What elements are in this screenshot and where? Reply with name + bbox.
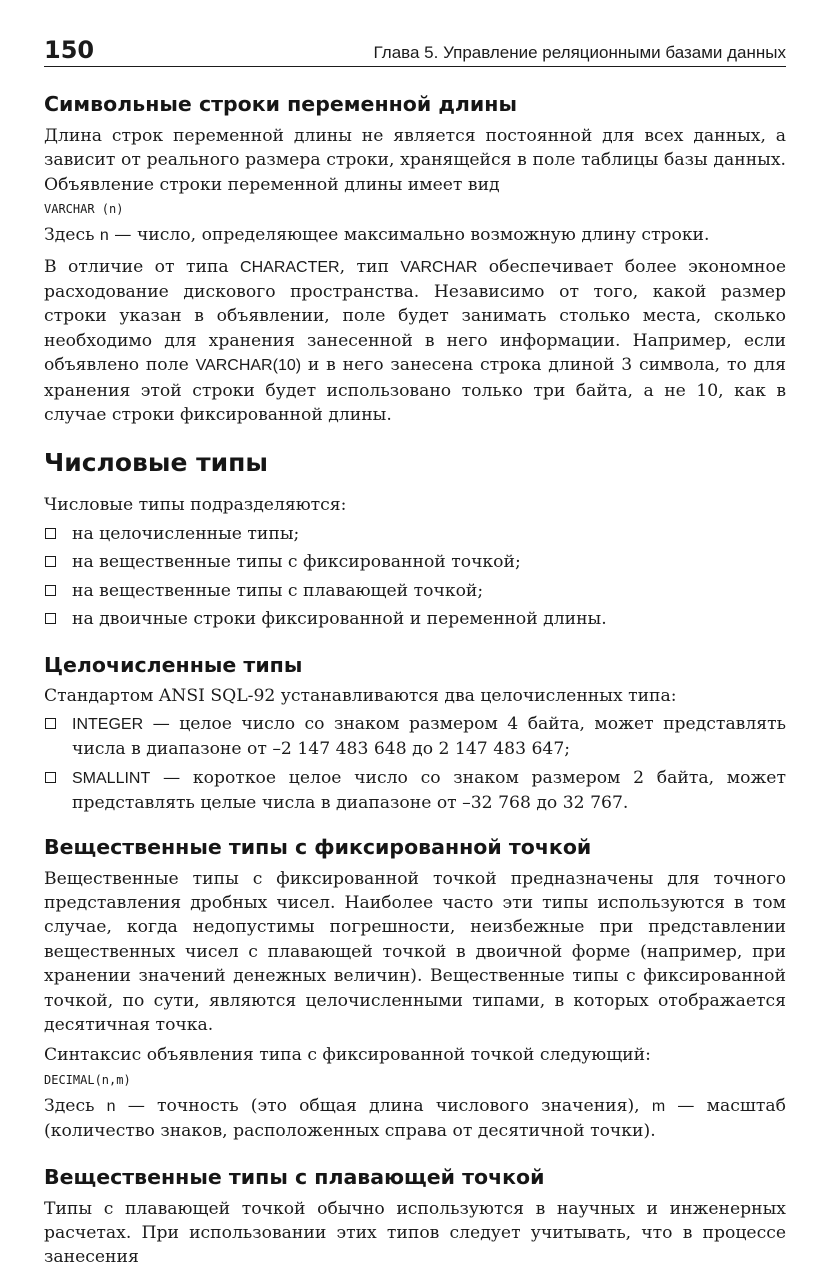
code-varchar10: VARCHAR(10) — [195, 357, 302, 375]
checkbox-bullet-icon — [45, 556, 56, 567]
paragraph-decimal-params: Здесь n — точность (это общая длина числового значения), m — масштаб (количество знаков, расположенных справа от десятичной точки). — [44, 1095, 786, 1142]
code-m: m — [651, 1097, 666, 1115]
code-character: CHARACTER — [240, 258, 340, 276]
list-item: на вещественные типы с плавающей точкой; — [44, 579, 786, 603]
running-head: Глава 5. Управление реляционными базами данных — [373, 43, 786, 62]
paragraph-varchar-intro: Длина строк переменной длины не является постоянной для всех данных, а зависит от реального размера строки, хранящейся в поле таблицы базы данных. Объявление строки переменной длины имеет вид — [44, 126, 786, 195]
checkbox-bullet-icon — [45, 772, 56, 783]
integer-types-list — [44, 712, 786, 816]
paragraph-varchar-n: Здесь n — число, определяющее максимально возможную длину строки. — [44, 225, 710, 246]
code-decimal: DECIMAL(n,m) — [44, 1072, 131, 1087]
checkbox-bullet-icon — [45, 718, 56, 729]
page-header — [44, 36, 786, 67]
section-title-numeric: Числовые типы — [44, 448, 268, 478]
code-integer: INTEGER — [72, 715, 144, 733]
section-title-integer: Целочисленные типы — [44, 652, 303, 677]
section-title-floating-point: Вещественные типы с плавающей точкой — [44, 1164, 545, 1189]
code-smallint: SMALLINT — [72, 769, 151, 787]
code-varchar-kw: VARCHAR — [400, 258, 478, 276]
book-page — [44, 36, 786, 1270]
list-item: на двоичные строки фиксированной и переменной длины. — [44, 607, 786, 631]
checkbox-bullet-icon — [45, 528, 56, 539]
section-title-fixed-point: Вещественные типы с фиксированной точкой — [44, 834, 592, 859]
paragraph-fixed-syntax: Синтаксис объявления типа с фиксированной точкой следующий: — [44, 1045, 651, 1066]
paragraph-varchar-compare: В отличие от типа CHARACTER, тип VARCHAR обеспечивает более экономное расходование дискового пространства. Независимо от того, какой размер строки указан в объявлении, поле будет занимать столько места, сколько необходимо для хранения занесенной в него информации. Например, если объявлено поле VARCHAR(10) и в него занесена строка длиной 3 символа, то для хранения этой строки будет использовано только три байта, а не 10, как в случае строки фиксированной длины. — [44, 256, 786, 426]
code-varchar: VARCHAR (n) — [44, 202, 124, 217]
list-item: INTEGER — целое число со знаком размером 4 байта, может представлять числа в диапазоне от –2 147 483 648 до 2 147 483 647; — [44, 712, 786, 762]
page-number: 150 — [44, 36, 95, 64]
checkbox-bullet-icon — [45, 585, 56, 596]
checkbox-bullet-icon — [45, 613, 56, 624]
code-n: n — [106, 1097, 116, 1115]
paragraph-integer-intro: Стандартом ANSI SQL-92 устанавливаются два целочисленных типа: — [44, 685, 677, 706]
list-item: SMALLINT — короткое целое число со знаком размером 2 байта, может представлять целые числа в диапазоне от –32 768 до 32 767. — [44, 766, 786, 816]
code-n: n — [99, 227, 109, 245]
list-item: на целочисленные типы; — [44, 522, 786, 546]
list-item: на вещественные типы с фиксированной точкой; — [44, 550, 786, 574]
numeric-types-list — [44, 522, 786, 632]
paragraph-floating-point: Типы с плавающей точкой обычно используются в научных и инженерных расчетах. При использовании этих типов следует учитывать, что в процессе занесения — [44, 1198, 786, 1268]
section-title-varchar: Символьные строки переменной длины — [44, 92, 518, 116]
paragraph-numeric-intro: Числовые типы подразделяются: — [44, 495, 347, 516]
paragraph-fixed-point: Вещественные типы с фиксированной точкой предназначены для точного представления дробных чисел. Наиболее часто эти типы используются в том случае, когда недопустимы погрешности, неизбежные при представлении вещественных чисел с плавающей точкой в двоичной форме (например, при хранении значений денежных величин). Вещественные типы с фиксированной точкой, по сути, являются целочисленными типами, в которых отображается десятичная точка. — [44, 868, 786, 1035]
